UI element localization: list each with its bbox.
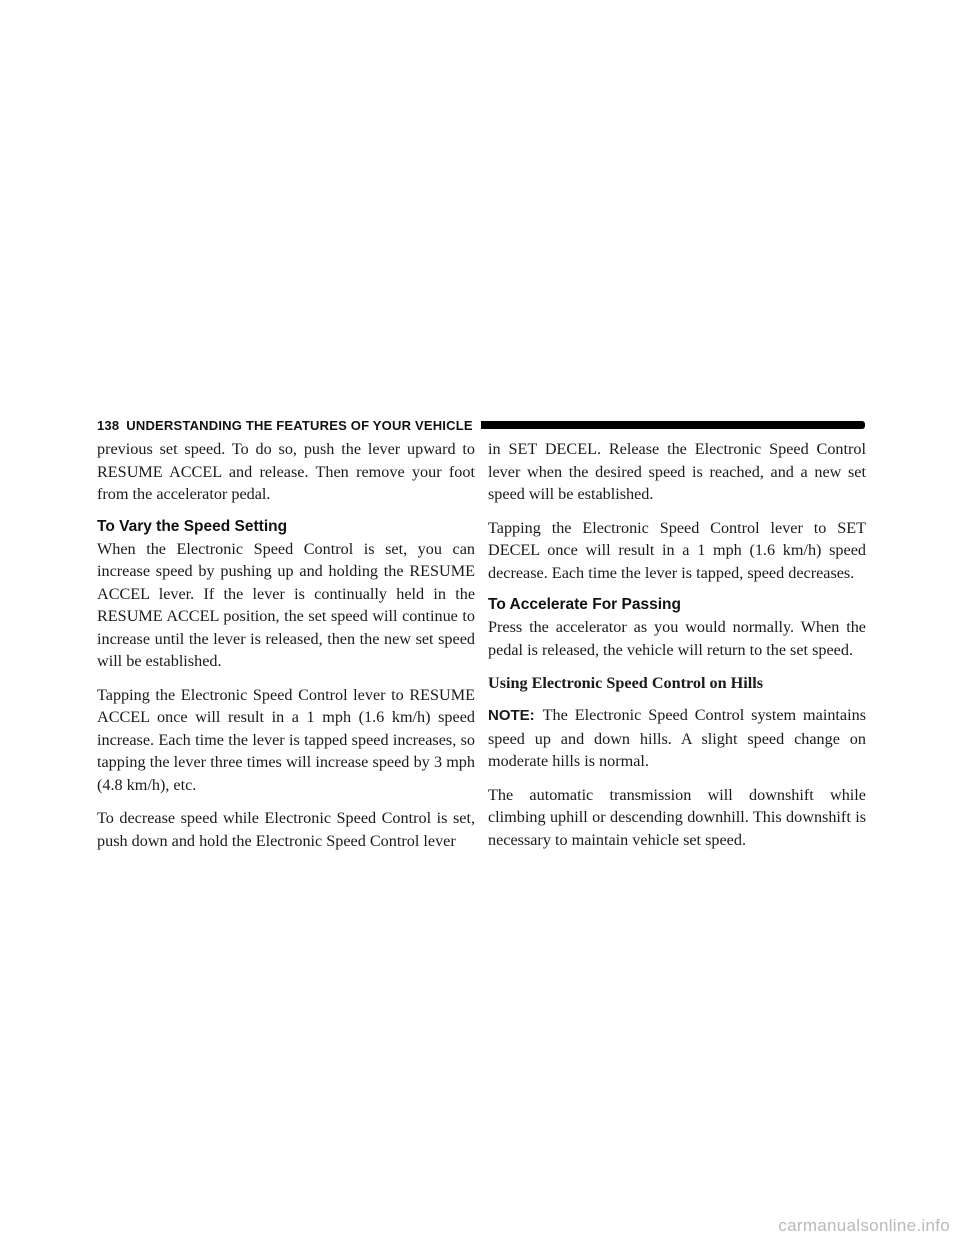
paragraph-tap-set-decel: Tapping the Electronic Speed Control lever to SET DECEL once will result in a 1 mph (1.6 km/h) speed decrease. Each time the lever is tapped, speed decreases. [488, 518, 866, 582]
note-paragraph [488, 704, 866, 773]
paragraph-set-decel: in SET DECEL. Release the Electronic Speed Control lever when the desired speed is reached, and a new set speed will be established. [488, 440, 866, 503]
heading-hills: Using Electronic Speed Control on Hills [488, 674, 764, 692]
page-number: 138 [97, 417, 120, 433]
header-rule [481, 421, 865, 429]
left-column [97, 438, 475, 863]
note-label: NOTE: [488, 707, 535, 724]
paragraph-downshift: The automatic transmission will downshift while climbing uphill or descending downhill. This downshift is necessary to maintain vehicle set speed. [488, 785, 866, 849]
paragraph-decrease-speed: To decrease speed while Electronic Speed Control is set, push down and hold the Electronic Speed Control lever [97, 809, 475, 850]
note-text: The Electronic Speed Control system maintains speed up and down hills. A slight speed change on moderate hills is normal. [488, 706, 866, 770]
paragraph-increase-speed: When the Electronic Speed Control is set, you can increase speed by pushing up and holding the RESUME ACCEL lever. If the lever is continually held in the RESUME ACCEL position, the set speed will continue to increase until the lever is released, then the new set speed will be established. [97, 539, 475, 670]
right-column [488, 438, 866, 862]
heading-accelerate-passing: To Accelerate For Passing [488, 596, 681, 613]
heading-vary-speed: To Vary the Speed Setting [97, 517, 288, 535]
header-title: UNDERSTANDING THE FEATURES OF YOUR VEHICLE [126, 417, 473, 433]
running-header [97, 416, 865, 434]
paragraph-tap-resume: Tapping the Electronic Speed Control lever to RESUME ACCEL once will result in a 1 mph (1.6 km/h) speed increase. Each time the lever is tapped speed increases, so tapping the lever three times will increase speed by 3 mph (4.8 km/h), etc. [97, 685, 475, 794]
paragraph-passing: Press the accelerator as you would normally. When the pedal is released, the vehicle will return to the set speed. [488, 618, 866, 659]
watermark: carmanualsonline.info [778, 1216, 950, 1235]
paragraph-resume-continued: previous set speed. To do so, push the lever upward to RESUME ACCEL and release. Then remove your foot from the accelerator pedal. [97, 440, 475, 503]
